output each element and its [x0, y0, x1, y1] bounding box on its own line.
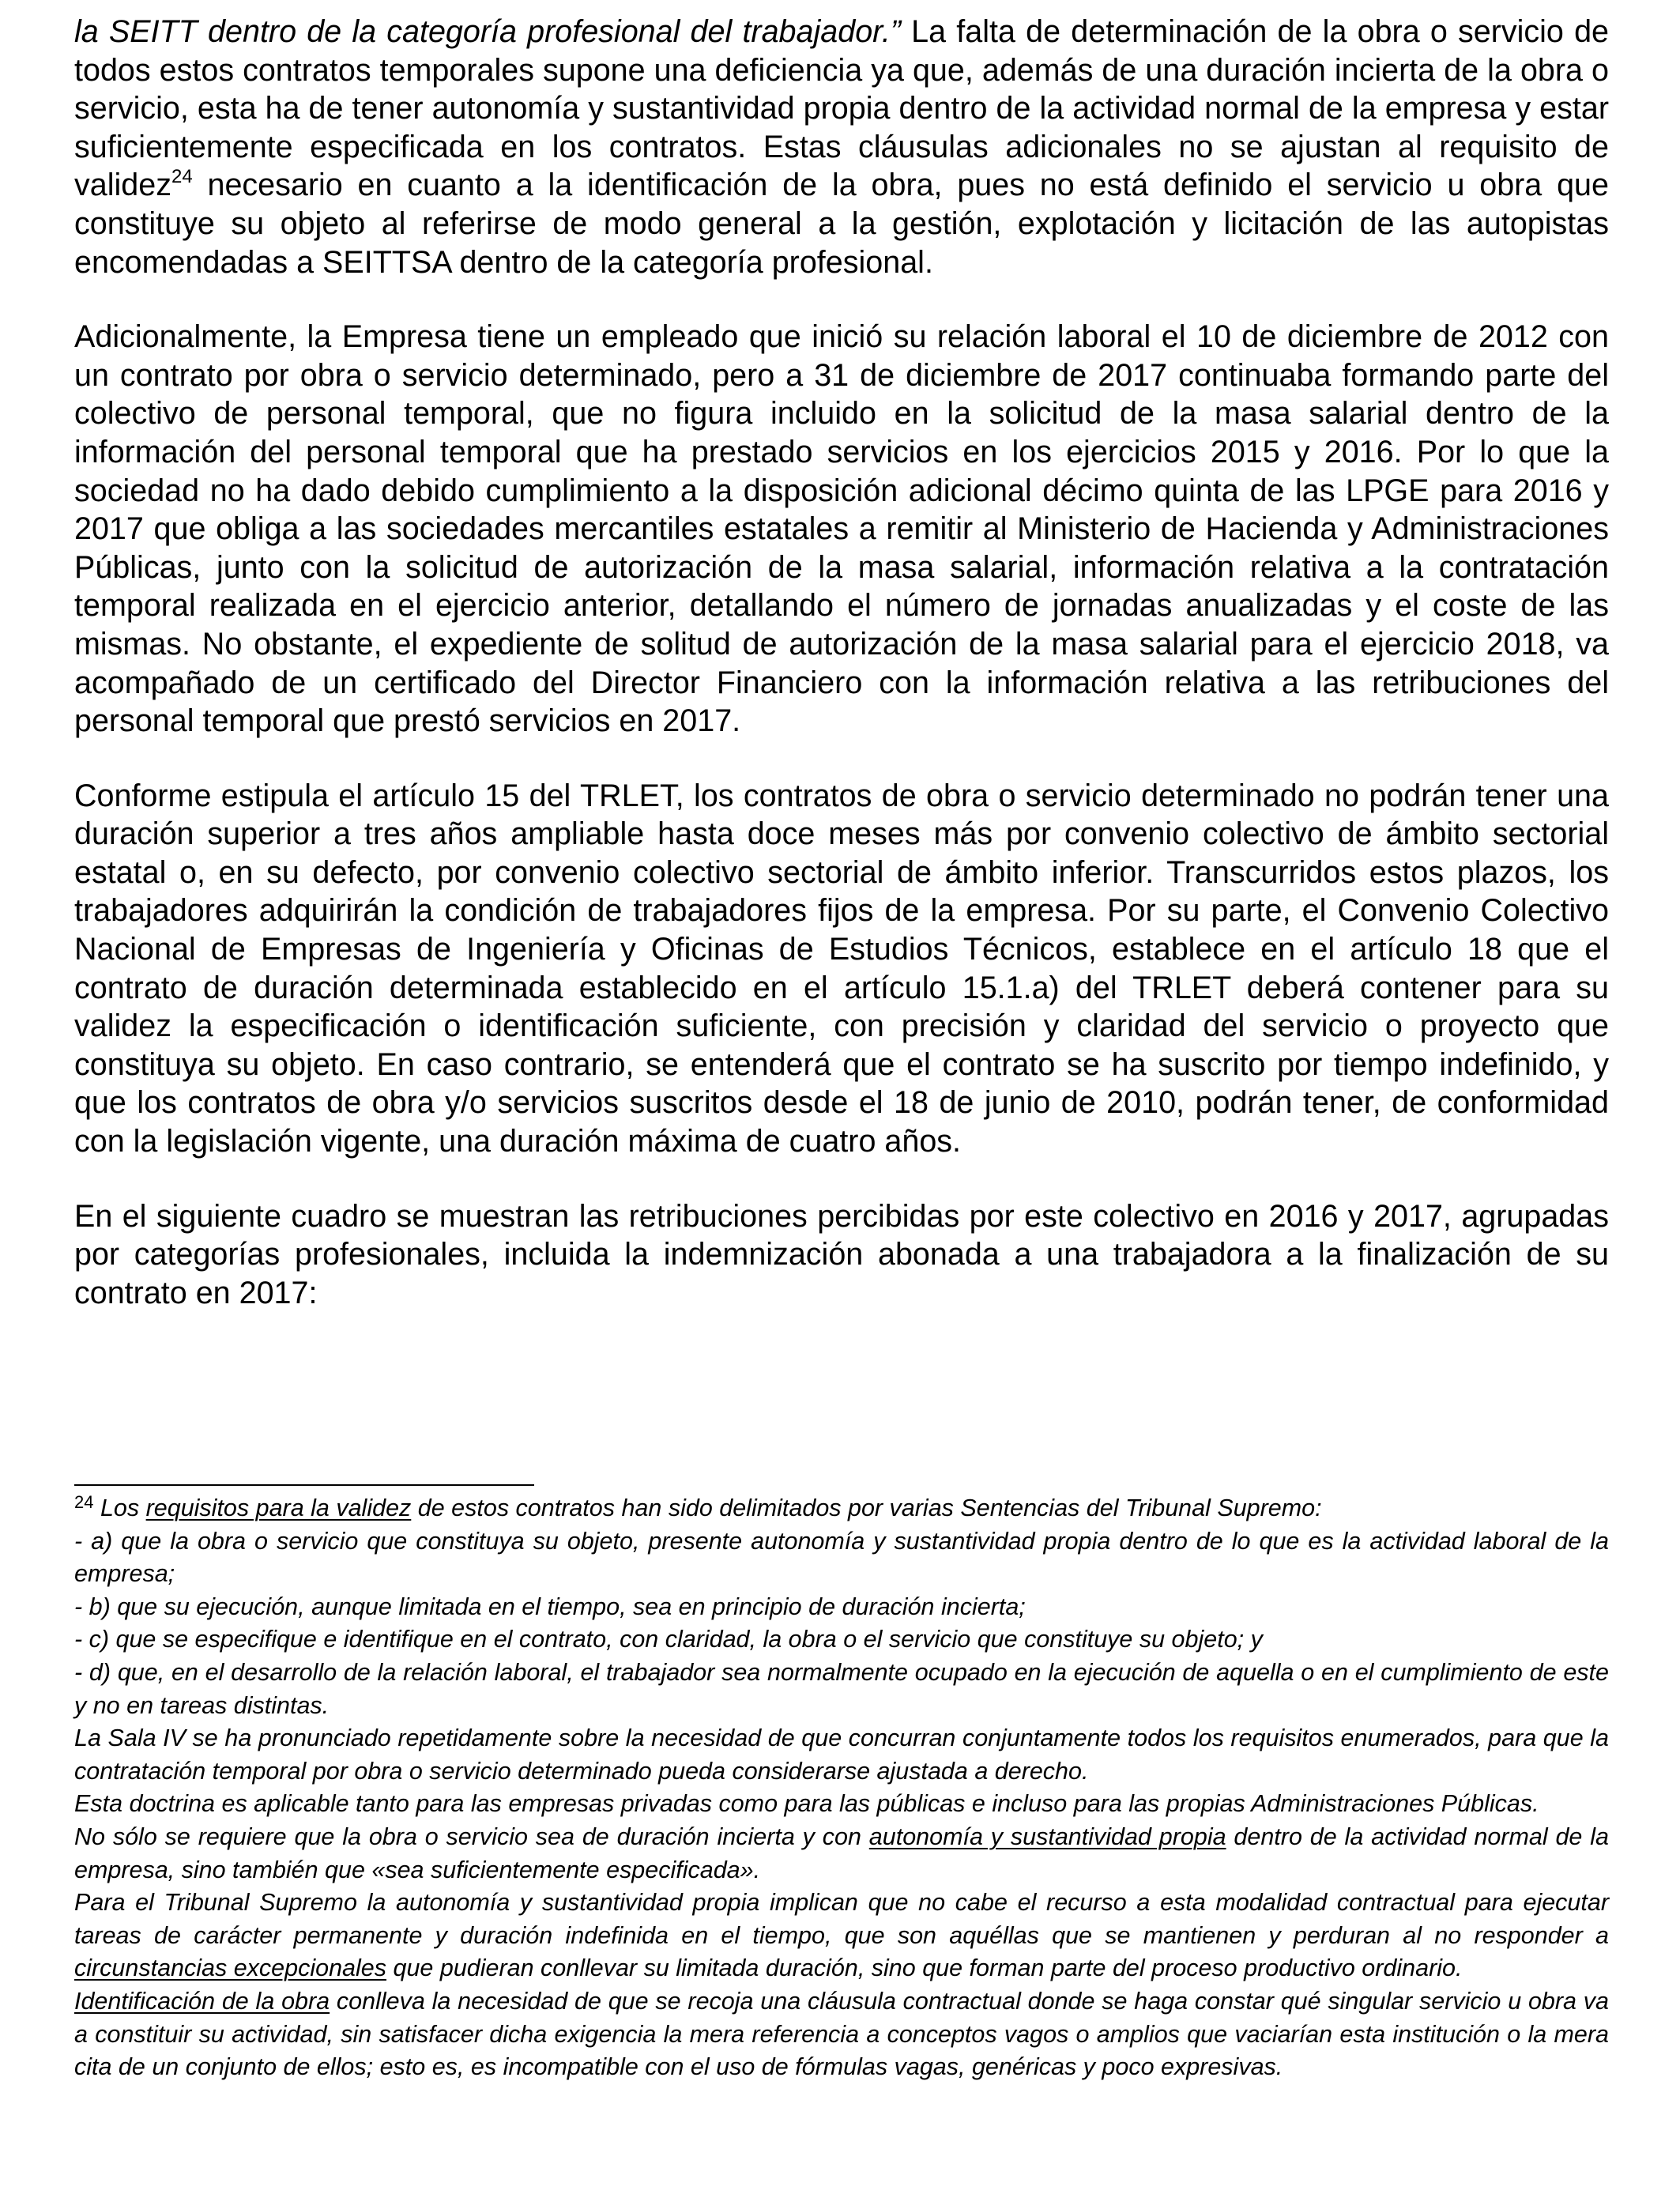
footnote-tribunal-supremo	[74, 1887, 1609, 1985]
quote-tail: la SEITT dentro de la categoría profesional del trabajador.”	[74, 14, 901, 49]
footnote-nosolo-text-b: dentro de la actividad normal de la empresa, sino también que «sea suficientemente especificada».	[74, 1823, 1609, 1883]
footnote-sala: La Sala IV se ha pronunciado repetidamente sobre la necesidad de que concurran conjuntamente todos los requisitos enumerados, para que la contratación temporal por obra o servicio determinado pueda considerarse ajustada a derecho.	[74, 1725, 1609, 1785]
footnote-number: 24	[74, 1492, 94, 1512]
footnote-link-autonomia[interactable]: autonomía y sustantividad propia	[868, 1823, 1226, 1850]
footnote-link-circunstancias[interactable]: circunstancias excepcionales	[74, 1955, 387, 1982]
footnote	[74, 1492, 1609, 2084]
footnote-nosolo-text-a: No sólo se requiere que la obra o servicio sea de duración incierta y con	[74, 1823, 869, 1850]
footnote-identificacion	[74, 1985, 1609, 2084]
footnote-item-d: - d) que, en el desarrollo de la relación laboral, el trabajador sea normalmente ocupado en la ejecución de aquella o en el cumplimiento de este y no en tareas distintas.	[74, 1658, 1609, 1719]
paragraph-1	[74, 13, 1609, 281]
footnote-reference[interactable]: 24	[171, 166, 193, 188]
footnote-ident-text-b: conlleva la necesidad de que se recoja una cláusula contractual donde se haga constar qué singular servicio u obra va a constituir su actividad, sin satisfacer dicha exigencia la mera referencia a conceptos vagos o amplios que vaciarían esta institución o la mera cita de un conjunto de ellos; esto es, es incompatible con el uso de fórmulas vagas, genéricas y poco expresivas.	[74, 1987, 1610, 2081]
footnote-ts-text-b: que pudieran conllevar su limitada duración, sino que forman parte del proceso productivo ordinario.	[386, 1955, 1463, 1982]
paragraph-4: En el siguiente cuadro se muestran las retribuciones percibidas por este colectivo en 2016 y 2017, agrupadas por categorías profesionales, incluida la indemnización abonada a una trabajadora a la finalización de su contrato en 2017:	[74, 1198, 1609, 1310]
footnote-intro-text-a: Los	[93, 1495, 146, 1521]
footnote-doctrina: Esta doctrina es aplicable tanto para las empresas privadas como para las públicas e incluso para las propias Administraciones Públicas.	[74, 1790, 1539, 1818]
footnote-link-identificacion[interactable]: Identificación de la obra	[74, 1987, 330, 2015]
footnote-intro	[74, 1492, 1609, 1525]
footnote-item-b: - b) que su ejecución, aunque limitada en el tiempo, sea en principio de duración incierta;	[74, 1593, 1026, 1620]
footnote-separator	[74, 1484, 534, 1486]
paragraph-1-text-a: La falta de determinación de la obra o servicio de todos estos contratos temporales supone una deficiencia ya que, además de una duración incierta de la obra o servicio, esta ha de tener autonomía y sustantividad propia dentro de la actividad normal de la empresa y estar suficientemente especificada en los contratos. Estas cláusulas adicionales no se ajustan al requisito de validez	[74, 14, 1610, 203]
paragraph-3: Conforme estipula el artículo 15 del TRLET, los contratos de obra o servicio determinado no podrán tener una duración superior a tres años ampliable hasta doce meses más por convenio colectivo de ámbito sectorial estatal o, en su defecto, por convenio colectivo sectorial de ámbito inferior. Transcurridos estos plazos, los trabajadores adquirirán la condición de trabajadores fijos de la empresa. Por su parte, el Convenio Colectivo Nacional de Empresas de Ingeniería y Oficinas de Estudios Técnicos, establece en el artículo 18 que el contrato de duración determinada establecido en el artículo 15.1.a) del TRLET deberá contener para su validez la especificación o identificación suficiente, con precisión y claridad del servicio o proyecto que constituya su objeto. En caso contrario, se entenderá que el contrato se ha suscrito por tiempo indefinido, y que los contratos de obra y/o servicios suscritos desde el 18 de junio de 2010, podrán tener, de conformidad con la legislación vigente, una duración máxima de cuatro años.	[74, 778, 1609, 1159]
footnote-ts-text-a: Para el Tribunal Supremo la autonomía y sustantividad propia implican que no cabe el recurso a esta modalidad contractual para ejecutar tareas de carácter permanente y duración indefinida en el tiempo, que son aquéllas que se mantienen y perduran al no responder a	[74, 1889, 1609, 1949]
paragraph-1-text-b: necesario en cuanto a la identificación de la obra, pues no está definido el servicio u obra que constituye su objeto al referirse de modo general a la gestión, explotación y licitación de las autopistas encomendadas a SEITTSA dentro de la categoría profesional.	[74, 168, 1609, 280]
footnote-nosolo	[74, 1821, 1609, 1887]
footnote-intro-text-b: de estos contratos han sido delimitados por varias Sentencias del Tribunal Supremo:	[411, 1495, 1322, 1521]
footnote-item-c: - c) que se especifique e identifique en el contrato, con claridad, la obra o el servicio que constituye su objeto; y	[74, 1626, 1263, 1653]
footnote-link-requisitos[interactable]: requisitos para la validez	[145, 1495, 412, 1521]
document-body	[74, 13, 1609, 1312]
paragraph-2: Adicionalmente, la Empresa tiene un empleado que inició su relación laboral el 10 de diciembre de 2012 con un contrato por obra o servicio determinado, pero a 31 de diciembre de 2017 continuaba formando parte del colectivo de personal temporal, que no figura incluido en la solicitud de la masa salarial dentro de la información del personal temporal que ha prestado servicios en los ejercicios 2015 y 2016. Por lo que la sociedad no ha dado debido cumplimiento a la disposición adicional décimo quinta de las LPGE para 2016 y 2017 que obliga a las sociedades mercantiles estatales a remitir al Ministerio de Hacienda y Administraciones Públicas, junto con la solicitud de autorización de la masa salarial, información relativa a la contratación temporal realizada en el ejercicio anterior, detallando el número de jornadas anualizadas y el coste de las mismas. No obstante, el expediente de solitud de autorización de la masa salarial para el ejercicio 2018, va acompañado de un certificado del Director Financiero con la información relativa a las retribuciones del personal temporal que prestó servicios en 2017.	[74, 319, 1609, 739]
footnote-item-a: - a) que la obra o servicio que constituya su objeto, presente autonomía y sustantividad propia dentro de lo que es la actividad laboral de la empresa;	[74, 1527, 1609, 1588]
